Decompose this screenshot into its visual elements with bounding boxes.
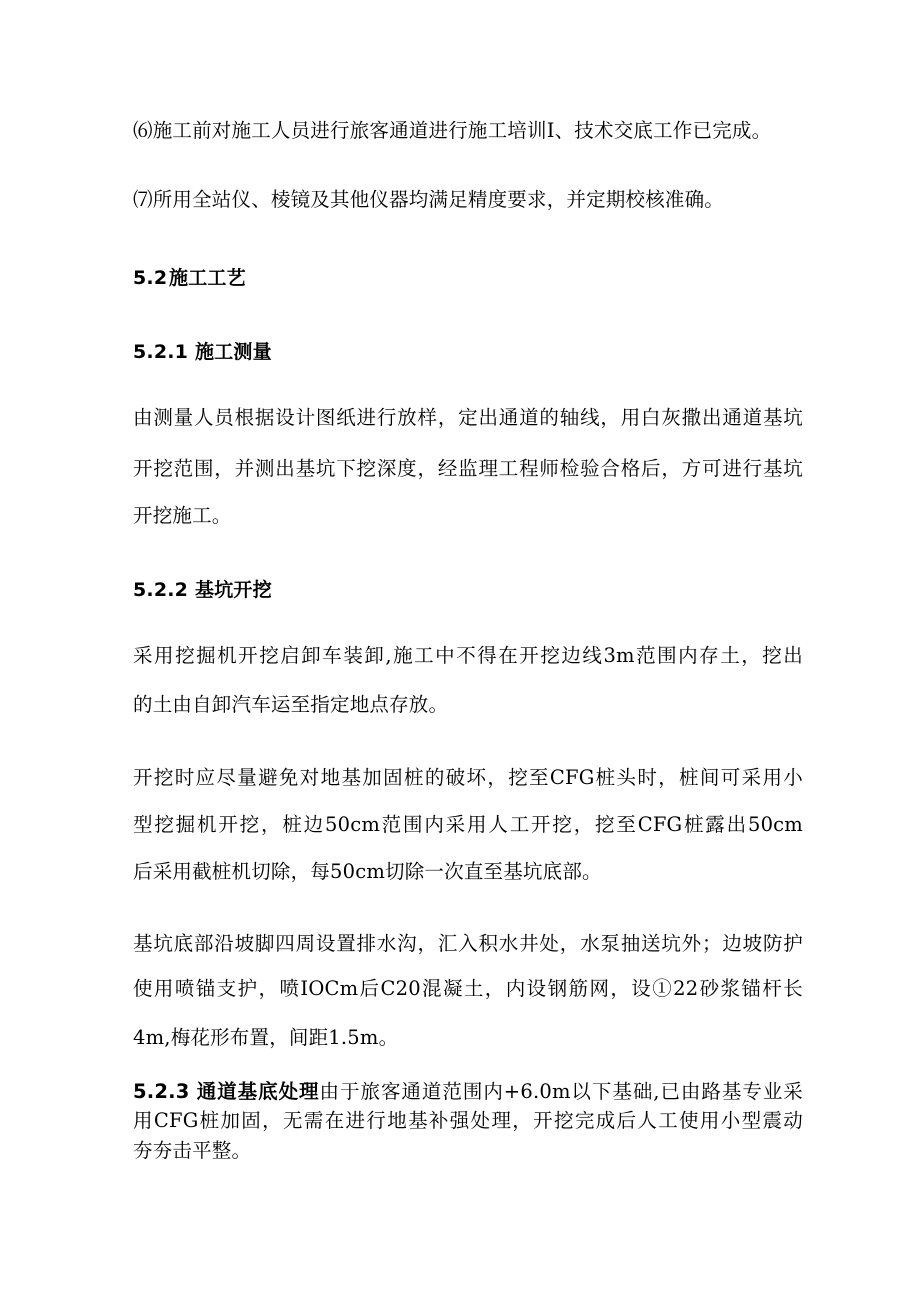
section-5-2-heading [133,264,803,292]
excavation-paragraph2-line-2: 型挖掘机开挖，桩边50cm范围内采用人工开挖，挖至CFG桩露出50cm [133,813,803,836]
survey-paragraph-line-2: 开挖范围，并测出基坑下挖深度，经监理工程师检验合格后，方可进行基坑 [133,457,803,480]
item-7: ⑺所用全站仪、棱镜及其他仪器均满足精度要求，并定期校核准确。 [133,188,725,211]
section-5-2-3-title: 通道基底处理 [196,1080,320,1103]
section-5-2-3-text-1: 由于旅客通道范围内+6.0m以下基础,已由路基专业采 [319,1080,803,1103]
section-5-2-title: 施工工艺 [169,267,246,289]
section-5-2-3-line-3: 夯夯击平整。 [133,1139,252,1162]
section-5-2-3-number: 5.2.3 [133,1080,190,1103]
section-5-2-3-line-2: 用CFG桩加固，无需在进行地基补强处理，开挖完成后人工使用小型震动 [133,1109,803,1132]
excavation-paragraph1-line-2: 的土由自卸汽车运至指定地点存放。 [133,693,449,716]
section-5-2-2-heading [133,576,803,604]
excavation-paragraph3-line-1: 基坑底部沿坡脚四周设置排水沟，汇入积水井处，水泵抽送坑外；边坡防护 [133,932,803,955]
section-5-2-2-number: 5.2.2 [133,579,189,601]
survey-paragraph-line-1: 由测量人员根据设计图纸进行放样，定出通道的轴线，用白灰撒出通道基坑 [133,406,803,429]
excavation-paragraph3-line-3: 4m,梅花形布置，间距1.5m。 [133,1026,399,1049]
section-5-2-2-title: 基坑开挖 [195,579,272,601]
excavation-paragraph3-line-2: 使用喷锚支护，喷IOCm后C20混凝土，内设钢筋网，设①22砂浆锚杆长 [133,977,803,1000]
excavation-paragraph2-line-1: 开挖时应尽量避免对地基加固桩的破坏，挖至CFG桩头时，桩间可采用小 [133,766,803,789]
section-5-2-1-number: 5.2.1 [133,341,189,363]
item-6: ⑹施工前对施工人员进行旅客通道进行施工培训I、技术交底工作已完成。 [133,119,772,142]
section-5-2-3-line-1 [133,1078,803,1106]
excavation-paragraph2-line-3: 后采用截桩机切除，每50cm切除一次直至基坑底部。 [133,860,602,883]
survey-paragraph-line-3: 开挖施工。 [133,504,232,527]
section-5-2-1-title: 施工测量 [195,341,272,363]
section-5-2-number: 5.2 [133,267,168,289]
excavation-paragraph1-line-1: 采用挖掘机开挖启卸车装卸,施工中不得在开挖边线3m范围内存土，挖出 [133,644,803,667]
section-5-2-1-heading [133,338,803,366]
